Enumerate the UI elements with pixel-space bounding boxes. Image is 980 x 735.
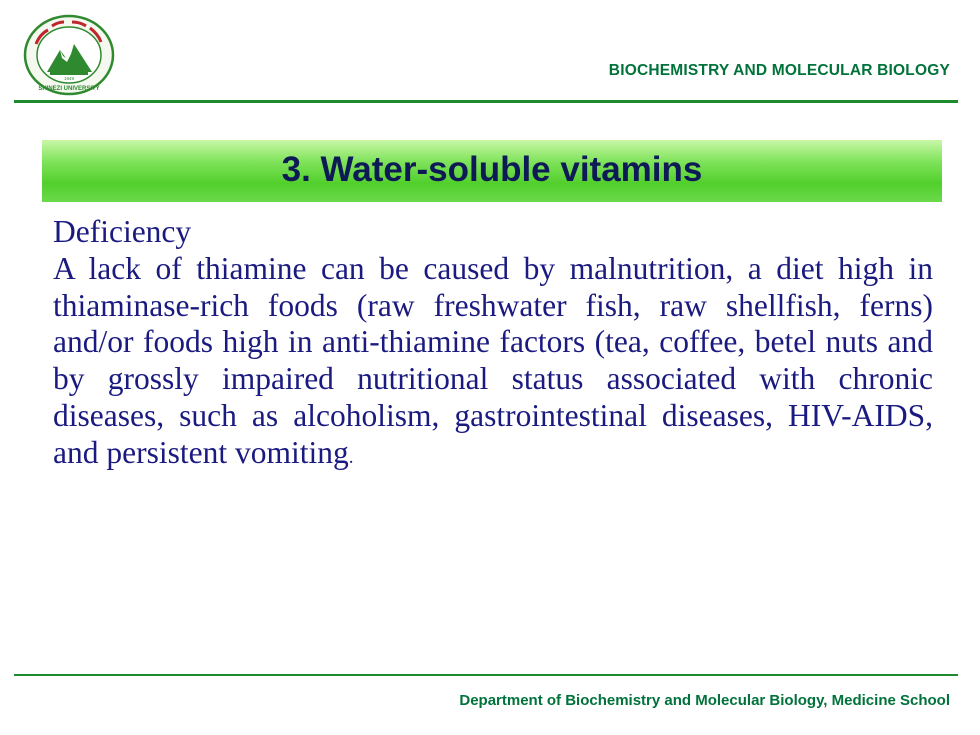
body-paragraph	[53, 251, 933, 477]
slide-title-band	[42, 140, 942, 202]
subheading: Deficiency	[53, 214, 192, 249]
header-title: BIOCHEMISTRY AND MOLECULAR BIOLOGY	[608, 62, 950, 79]
paragraph-text: A lack of thiamine can be caused by malnutrition, a diet high in thiaminase-rich foods (raw freshwater fish, raw shellfish, ferns) and/or foods high in anti-thiamine factors (tea, coffee, betel nuts and by grossly impaired nutritional status associated with chronic diseases, such as alcoholism, gastrointestinal diseases, HIV-AIDS, and persistent vomiting	[53, 250, 933, 470]
university-seal-icon	[22, 14, 116, 96]
footer-divider	[14, 674, 958, 676]
header-divider	[14, 100, 958, 103]
logo-text: SHINEZI UNIVERSITY	[38, 86, 100, 92]
university-logo	[22, 14, 116, 96]
logo-year: 1949	[63, 76, 75, 81]
footer-text: Department of Biochemistry and Molecular Biology, Medicine School	[459, 692, 950, 709]
slide-title: 3. Water-soluble vitamins	[281, 150, 703, 189]
slide-body	[53, 214, 933, 477]
paragraph-end: .	[348, 446, 354, 468]
